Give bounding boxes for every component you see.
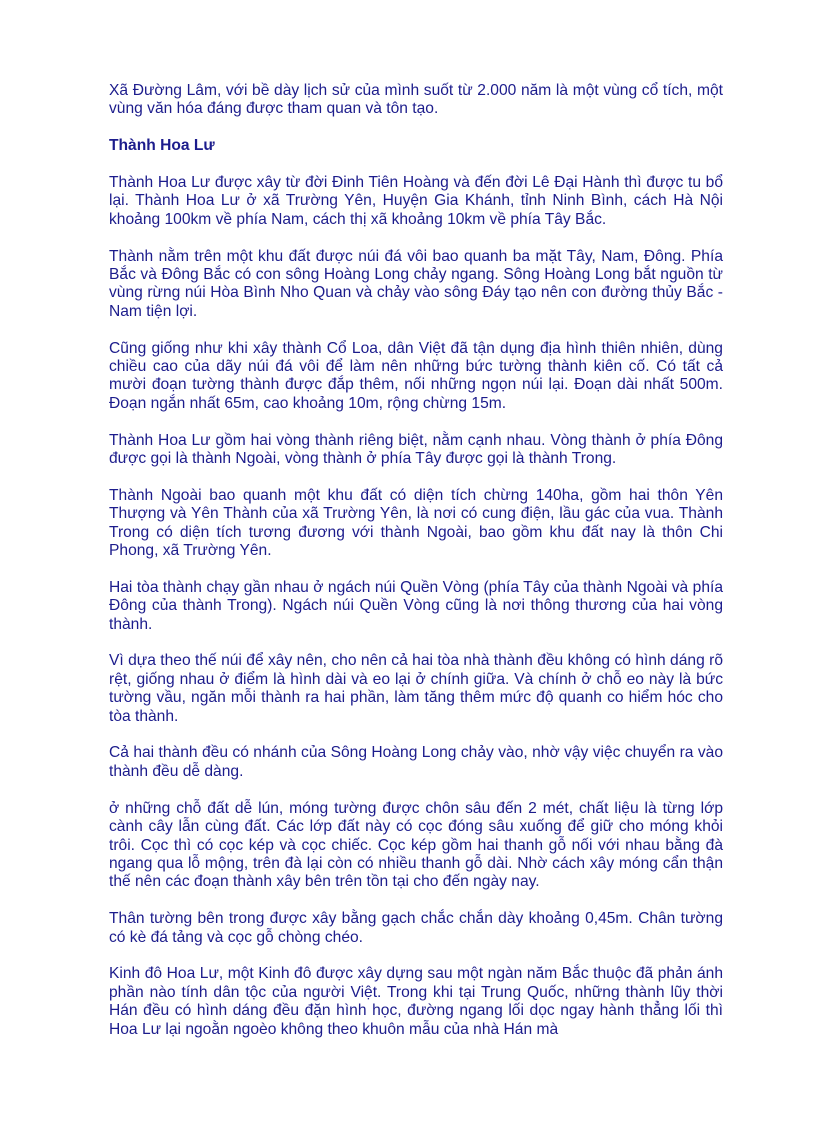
intro-paragraph: Xã Đường Lâm, với bề dày lịch sử của mình suốt từ 2.000 năm là một vùng cổ tích, một vùng văn hóa đáng được tham quan và tôn tạo. xyxy=(109,82,723,118)
paragraph-4: Thành Hoa Lư gồm hai vòng thành riêng biệt, nằm cạnh nhau. Vòng thành ở phía Đông được gọi là thành Ngoài, vòng thành ở phía Tây được gọi là thành Trong. xyxy=(109,431,723,468)
paragraph-6: Hai tòa thành chạy gần nhau ở ngách núi Quền Vòng (phía Tây của thành Ngoài và phía Đông của thành Trong). Ngách núi Quền Vòng cũng là nơi thông thương của hai vòng thành. xyxy=(109,578,723,633)
section-heading: Thành Hoa Lư xyxy=(109,137,215,155)
paragraph-7: Vì dựa theo thế núi để xây nên, cho nên cả hai tòa nhà thành đều không có hình dáng rõ rệt, giống nhau ở điểm là hình dài và eo lại ở chính giữa. Và chính ở chỗ eo này là bức tường vầu, ngăn mỗi thành ra hai phần, làm tăng thêm mức độ quanh co hiểm hóc cho tòa thành. xyxy=(109,652,723,725)
paragraph-3: Cũng giống như khi xây thành Cổ Loa, dân Việt đã tận dụng địa hình thiên nhiên, dùng chiều cao của dãy núi đá vôi để làm nên những bức tường thành kiên cố. Có tất cả mười đoạn tường thành được đắp thêm, nối những ngọn núi lại. Đoạn dài nhất 500m. Đoạn ngắn nhất 65m, cao khoảng 10m, rộng chừng 15m. xyxy=(109,339,723,412)
paragraph-1: Thành Hoa Lư được xây từ đời Đinh Tiên Hoàng và đến đời Lê Đại Hành thì được tu bổ lại. Thành Hoa Lư ở xã Trường Yên, Huyện Gia Khánh, tỉnh Ninh Bình, cách Hà Nội khoảng 100km về phía Nam, cách thị xã khoảng 10km về phía Tây Bắc. xyxy=(109,174,723,228)
paragraph-9: ở những chỗ đất dễ lún, móng tường được chôn sâu đến 2 mét, chất liệu là từng lớp cành cây lẫn cùng đất. Các lớp đất này có cọc đóng sâu xuống để giữ cho móng khỏi trôi. Cọc thì có cọc kép và cọc chiếc. Cọc kép gồm hai thanh gỗ nối với nhau bằng đà ngang qua lỗ mộng, trên đà lại còn có nhiều thanh gỗ dài. Nhờ cách xây móng cẩn thận thế nên các đoạn thành xây bên trên tồn tại cho đến ngày nay. xyxy=(109,799,723,891)
paragraph-8: Cả hai thành đều có nhánh của Sông Hoàng Long chảy vào, nhờ vậy việc chuyển ra vào thành đều dễ dàng. xyxy=(109,744,723,780)
paragraph-2: Thành nằm trên một khu đất được núi đá vôi bao quanh ba mặt Tây, Nam, Đông. Phía Bắc và Đông Bắc có con sông Hoàng Long chảy ngang. Sông Hoàng Long bắt nguồn từ vùng rừng núi Hòa Bình Nho Quan và chảy vào sông Đáy tạo nên con đường thủy Bắc - Nam tiện lợi. xyxy=(109,247,723,320)
paragraph-5: Thành Ngoài bao quanh một khu đất có diện tích chừng 140ha, gồm hai thôn Yên Thượng và Yên Thành của xã Trường Yên, là nơi có cung điện, lầu gác của vua. Thành Trong có diện tích tương đương với thành Ngoài, bao gồm khu đất nay là thôn Chi Phong, xã Trường Yên. xyxy=(109,486,723,560)
paragraph-11: Kinh đô Hoa Lư, một Kinh đô được xây dựng sau một ngàn năm Bắc thuộc đã phản ánh phần nào tính dân tộc của người Việt. Trong khi tại Trung Quốc, những thành lũy thời Hán đều có hình dáng đều đặn hình học, đường ngang lối dọc ngay hành thẳng lối thì Hoa Lư lại ngoằn ngoèo không theo khuôn mẫu của nhà Hán mà xyxy=(109,965,723,1038)
document-page xyxy=(109,82,723,1057)
paragraph-10: Thân tường bên trong được xây bằng gạch chắc chắn dày khoảng 0,45m. Chân tường có kè đá tảng và cọc gỗ chòng chéo. xyxy=(109,910,723,946)
